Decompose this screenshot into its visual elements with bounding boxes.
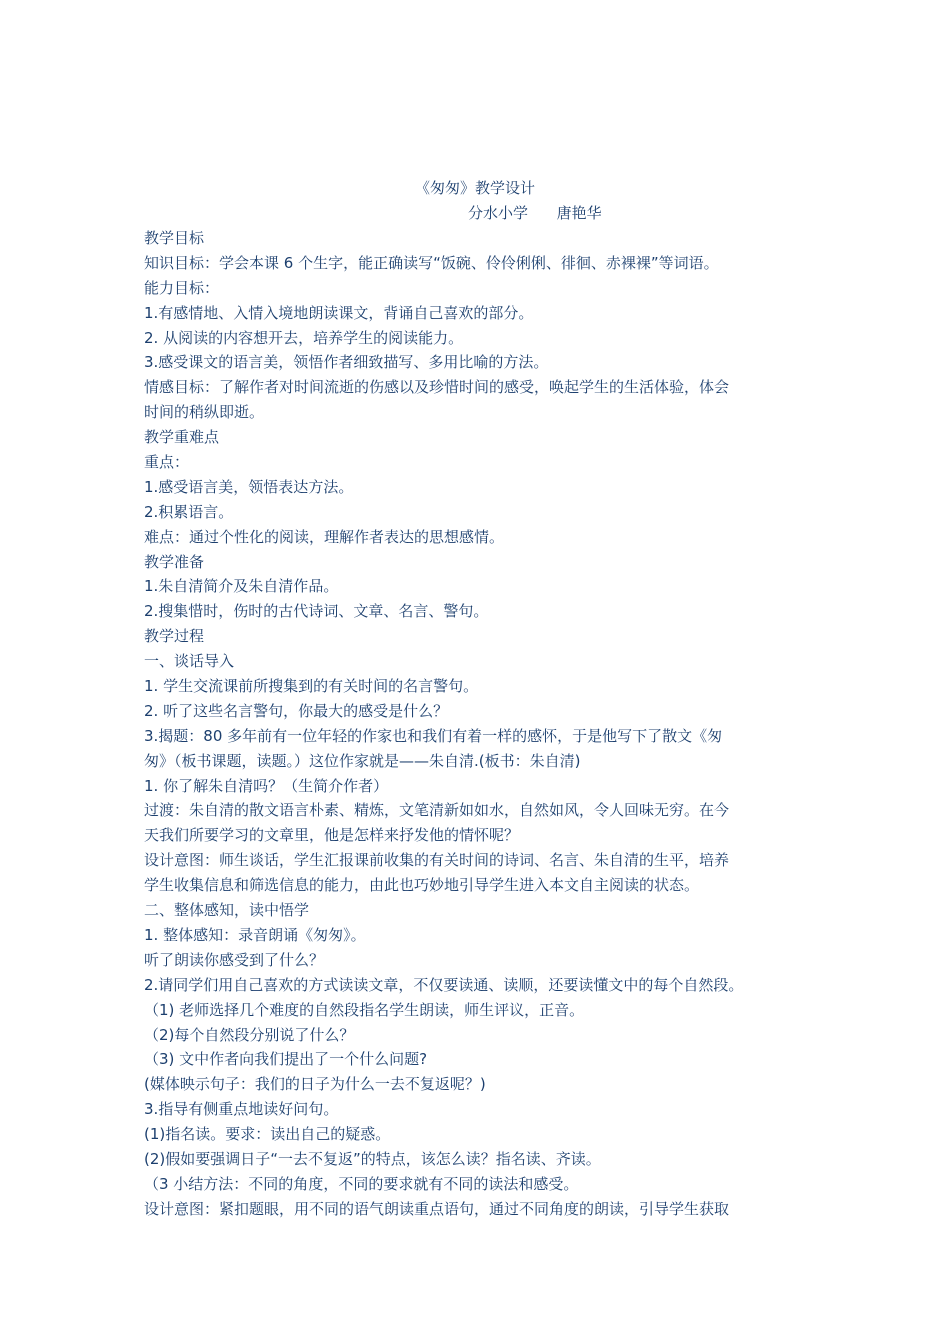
text-line: 3.揭题：80 多年前有一位年轻的作家也和我们有着一样的感怀，于是他写下了散文《匆 — [144, 726, 723, 745]
text-line: 二、整体感知，读中悟学 — [144, 901, 310, 920]
text-line: 一、谈话导入 — [144, 652, 235, 671]
text-line: 2.搜集惜时，伤时的古代诗词、文章、名言、警句。 — [144, 602, 489, 621]
document-body — [144, 226, 824, 1222]
text-line: 2. 听了这些名言警句，你最大的感受是什么？ — [144, 701, 449, 720]
text-line: 学生收集信息和筛选信息的能力，由此也巧妙地引导学生进入本文自主阅读的状态。 — [144, 876, 700, 895]
text-line: 1.感受语言美，领悟表达方法。 — [144, 477, 354, 496]
text-line: 1. 你了解朱自清吗？（生简介作者） — [144, 776, 389, 795]
text-line: （1) 老师选择几个难度的自然段指名学生朗读，师生评议，正音。 — [144, 1000, 585, 1019]
text-line: 情感目标：了解作者对时间流逝的伤感以及珍惜时间的感受，唤起学生的生活体验，体会 — [144, 378, 730, 397]
text-line: 知识目标：学会本课 6 个生字，能正确读写“饭碗、伶伶俐俐、徘徊、赤裸裸”等词语。 — [144, 253, 719, 272]
text-line: 时间的稍纵即逝。 — [144, 403, 265, 422]
text-line: 2.请同学们用自己喜欢的方式读读文章，不仅要读通、读顺，还要读懂文中的每个自然段。 — [144, 975, 744, 994]
text-line: 能力目标： — [144, 278, 220, 297]
document-subtitle: 分水小学 唐艳华 — [468, 204, 602, 222]
text-line: （3) 文中作者向我们提出了一个什么问题? — [144, 1050, 428, 1069]
text-line: 听了朗读你感受到了什么？ — [144, 950, 325, 969]
text-line: 教学目标 — [144, 229, 205, 247]
text-line: 教学重难点 — [144, 428, 220, 447]
text-line: 过渡：朱自清的散文语言朴素、精炼，文笔清新如如水，自然如风，令人回味无穷。在今 — [144, 801, 730, 820]
text-line: (媒体映示句子：我们的日子为什么一去不复返呢？) — [144, 1075, 486, 1094]
text-line: （2)每个自然段分别说了什么？ — [144, 1025, 355, 1044]
text-line: 1. 学生交流课前所搜集到的有关时间的名言警句。 — [144, 677, 479, 696]
text-line: 难点：通过个性化的阅读，理解作者表达的思想感情。 — [144, 527, 505, 546]
text-line: （3 小结方法：不同的角度，不同的要求就有不同的读法和感受。 — [144, 1174, 579, 1193]
text-line: 教学过程 — [144, 627, 205, 646]
text-line: 2. 从阅读的内容想开去，培养学生的阅读能力。 — [144, 328, 464, 347]
text-line: 1.朱自清简介及朱自清作品。 — [144, 577, 339, 596]
text-line: 教学准备 — [144, 552, 205, 571]
text-line: 天我们所要学习的文章里，他是怎样来抒发他的情怀呢？ — [144, 826, 520, 845]
text-line: 设计意图：紧扣题眼，用不同的语气朗读重点语句，通过不同角度的朗读，引导学生获取 — [144, 1199, 730, 1218]
text-line: 重点： — [144, 453, 190, 472]
text-line: 匆》（板书课题，读题。）这位作家就是——朱自清.(板书：朱自清) — [144, 751, 581, 770]
text-line: (2)假如要强调日子“一去不复返”的特点，该怎么读？指名读、齐读。 — [144, 1149, 601, 1168]
text-line: 1.有感情地、入情入境地朗读课文，背诵自己喜欢的部分。 — [144, 303, 534, 322]
text-line: 2.积累语言。 — [144, 502, 234, 521]
text-line: 1. 整体感知：录音朗诵《匆匆》。 — [144, 925, 366, 944]
text-line: 3.指导有侧重点地读好问句。 — [144, 1100, 339, 1119]
text-line: (1)指名读。要求：读出自己的疑惑。 — [144, 1125, 391, 1144]
document-title: 《匆匆》教学设计 — [414, 179, 535, 197]
text-line: 3.感受课文的语言美，领悟作者细致描写、多用比喻的方法。 — [144, 353, 549, 372]
text-line: 设计意图：师生谈话，学生汇报课前收集的有关时间的诗词、名言、朱自清的生平，培养 — [144, 851, 730, 870]
